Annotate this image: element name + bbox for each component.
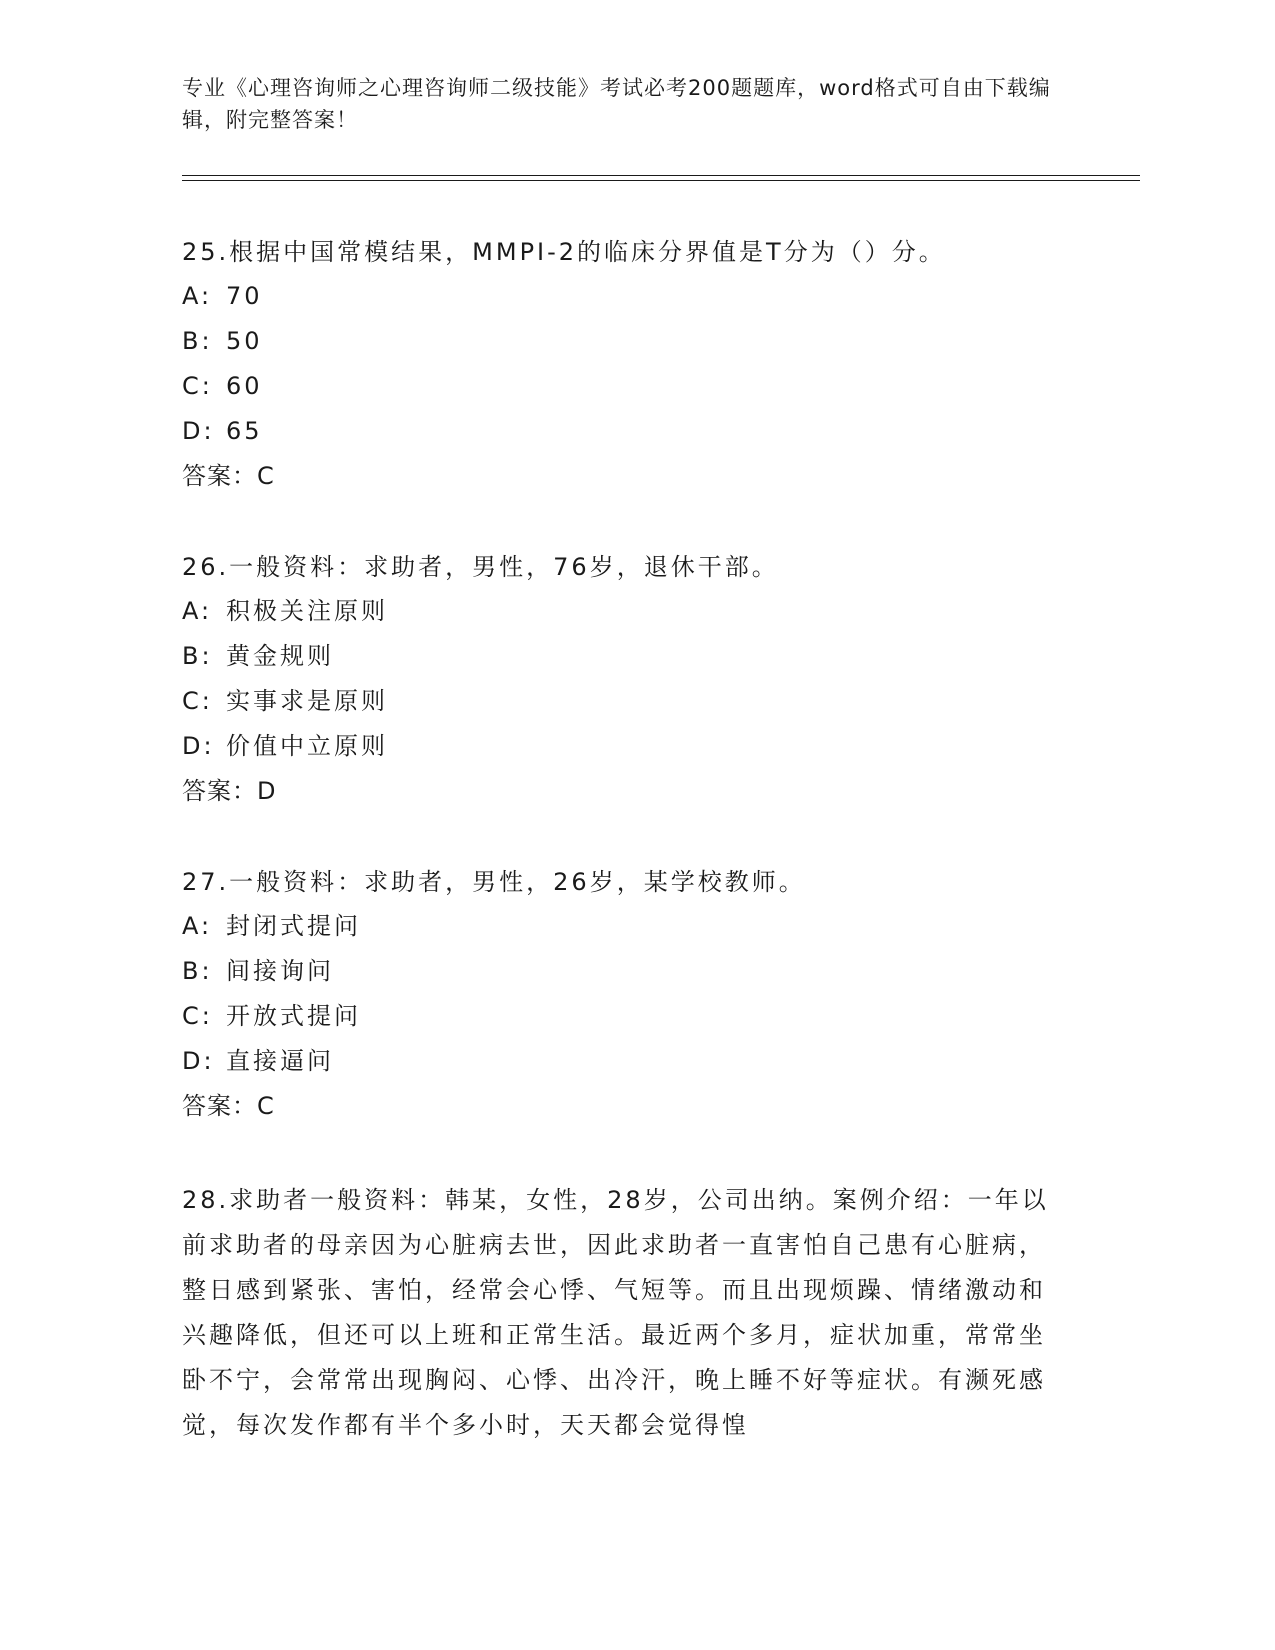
question-27 (182, 860, 1062, 1128)
question-28 (182, 1178, 1062, 1448)
option-key: A: (182, 912, 213, 940)
option-text: 实事求是原则 (226, 687, 388, 715)
question-title: 28.求助者一般资料：韩某，女性，28岁，公司出纳。案例介绍：一年以前求助者的母亲因为心脏病去世，因此求助者一直害怕自己患有心脏病，整日感到紧张、害怕，经常会心悸、气短等。而且出现烦躁、情绪激动和兴趣降低，但还可以上班和正常生活。最近两个多月，症状加重，常常坐卧不宁，会常常出现胸闷、心悸、出冷汗，晚上睡不好等症状。有濒死感觉，每次发作都有半个多小时，天天都会觉得惶 (182, 1186, 1049, 1439)
option-key: D: (182, 417, 215, 445)
option-a (182, 589, 1062, 634)
option-d (182, 409, 1062, 454)
header-divider-top (182, 175, 1140, 176)
option-text: 价值中立原则 (226, 732, 388, 760)
option-d (182, 1039, 1062, 1084)
option-d (182, 724, 1062, 769)
answer: 答案：C (182, 462, 275, 490)
answer: 答案：D (182, 777, 277, 805)
option-b (182, 319, 1062, 364)
option-text: 60 (226, 372, 263, 400)
document-header: 专业《心理咨询师之心理咨询师二级技能》考试必考200题题库，word格式可自由下载编辑，附完整答案！ (182, 76, 1051, 132)
option-key: B: (182, 957, 213, 985)
option-key: D: (182, 732, 215, 760)
header-divider-bottom (182, 180, 1140, 181)
option-c (182, 994, 1062, 1039)
option-key: B: (182, 642, 213, 670)
question-title: 26.一般资料：求助者，男性，76岁，退休干部。 (182, 553, 779, 581)
option-key: C: (182, 687, 213, 715)
option-key: C: (182, 372, 213, 400)
option-c (182, 364, 1062, 409)
question-26 (182, 545, 1062, 813)
option-key: C: (182, 1002, 213, 1030)
option-c (182, 679, 1062, 724)
option-text: 50 (226, 327, 263, 355)
question-title: 27.一般资料：求助者，男性，26岁，某学校教师。 (182, 868, 806, 896)
question-25 (182, 230, 1062, 498)
option-a (182, 274, 1062, 319)
option-key: D: (182, 1047, 215, 1075)
option-text: 积极关注原则 (226, 597, 388, 625)
option-text: 黄金规则 (226, 642, 334, 670)
option-text: 直接逼问 (226, 1047, 334, 1075)
option-text: 70 (226, 282, 263, 310)
question-title: 25.根据中国常模结果，MMPI-2的临床分界值是T分为（）分。 (182, 238, 946, 266)
option-text: 开放式提问 (226, 1002, 361, 1030)
option-text: 间接询问 (226, 957, 334, 985)
option-b (182, 634, 1062, 679)
option-b (182, 949, 1062, 994)
option-a (182, 904, 1062, 949)
option-key: A: (182, 597, 213, 625)
option-text: 封闭式提问 (226, 912, 361, 940)
option-key: B: (182, 327, 213, 355)
answer: 答案：C (182, 1092, 275, 1120)
option-text: 65 (226, 417, 263, 445)
option-key: A: (182, 282, 213, 310)
